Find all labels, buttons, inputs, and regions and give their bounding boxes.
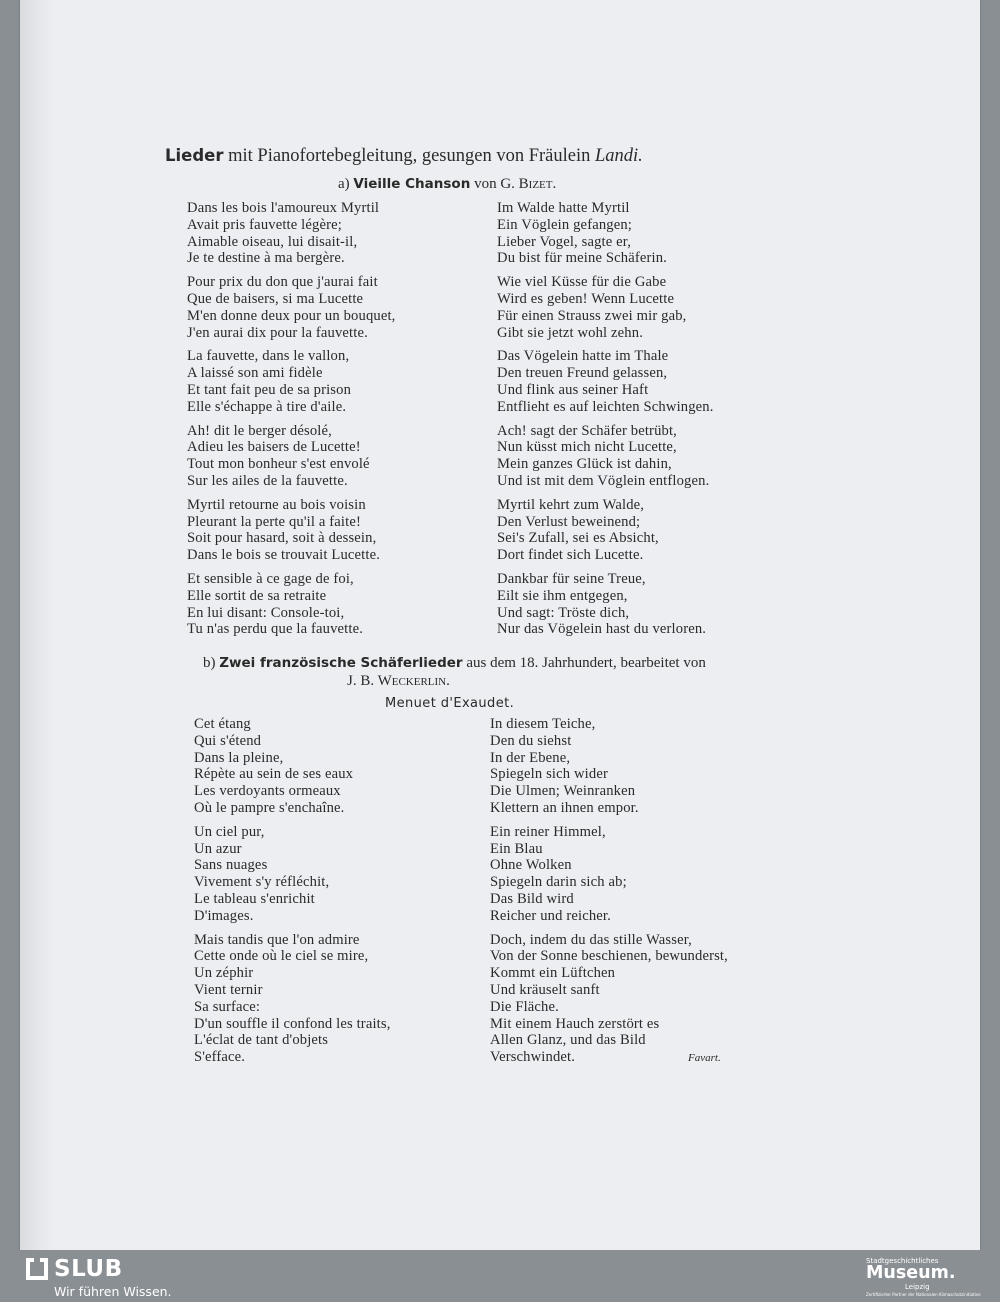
menuet-fr-stanza <box>194 824 391 925</box>
menuet-title: Menuet d'Exaudet. <box>385 696 515 711</box>
menuet-fr-line: Cette onde où le ciel se mire, <box>194 948 369 965</box>
menuet-fr-line: Qui s'étend <box>194 732 262 749</box>
chanson-de-line: Nur das Vögelein hast du verloren. <box>497 621 707 638</box>
section-b-heading <box>203 654 803 690</box>
museum-city: Leipzig <box>905 1283 930 1291</box>
menuet-de-line: Das Bild wird <box>490 890 574 907</box>
chanson-fr-line: Dans le bois se trouvait Lucette. <box>187 547 380 564</box>
menuet-de-stanza <box>490 716 728 817</box>
chanson-fr-stanza <box>187 497 395 564</box>
chanson-fr-line: Pleurant la perte qu'il a faite! <box>187 513 361 530</box>
chanson-de-line: Eilt sie ihm entgegen, <box>497 587 628 604</box>
chanson-fr-line: A laissé son ami fidèle <box>187 365 323 382</box>
chanson-de-stanza <box>497 423 714 490</box>
chanson-de-line: Myrtil kehrt zum Walde, <box>497 496 645 513</box>
title-bold: Lieder <box>165 146 224 165</box>
chanson-fr-line: Ah! dit le berger désolé, <box>187 422 332 439</box>
chanson-de-line: Gibt sie jetzt wohl zehn. <box>497 324 644 341</box>
chanson-fr-line: Sur les ailes de la fauvette. <box>187 472 348 489</box>
chanson-fr-line: Aimable oiseau, lui disait-il, <box>187 233 358 250</box>
menuet-de-stanza <box>490 824 728 925</box>
menuet-fr-line: Un ciel pur, <box>194 823 265 840</box>
menuet-de-line: Spiegeln sich wider <box>490 766 608 783</box>
menuet-fr-stanza <box>194 716 391 817</box>
section-b-title: Zwei französische Schäferlieder <box>219 655 463 671</box>
chanson-fr-line: Elle sortit de sa retraite <box>187 587 327 604</box>
menuet-fr-line: Vient ternir <box>194 981 263 998</box>
chanson-fr-line: Et tant fait peu de sa prison <box>187 381 352 398</box>
section-b-rest: aus dem 18. Jahrhundert, bearbeitet von <box>462 655 706 671</box>
menuet-de-line: Ohne Wolken <box>490 857 572 874</box>
museum-name: Museum. <box>866 1263 956 1283</box>
chanson-fr-line: Tu n'as perdu que la fauvette. <box>187 621 363 638</box>
section-a-composer-prefix: von G. <box>474 176 515 192</box>
menuet-fr-stanza <box>194 932 391 1066</box>
section-a-song-title: Vieille Chanson <box>353 176 471 192</box>
menuet-de-line: Ein Blau <box>490 840 543 857</box>
menuet-fr-line: D'un souffle il confond les traits, <box>194 1015 391 1032</box>
menuet-fr-line: Cet étang <box>194 716 251 732</box>
menuet-de-line: Reicher und reicher. <box>490 907 611 924</box>
menuet-de-line: Den du siehst <box>490 732 572 749</box>
chanson-de-line: Ein Vöglein gefangen; <box>497 216 632 233</box>
menuet-french-column <box>194 716 391 1073</box>
chanson-fr-line: M'en donne deux pour un bouquet, <box>187 307 396 324</box>
chanson-de-stanza <box>497 200 714 267</box>
chanson-de-line: Ach! sagt der Schäfer betrübt, <box>497 422 677 439</box>
chanson-fr-stanza <box>187 571 395 638</box>
chanson-de-stanza <box>497 571 714 638</box>
chanson-de-line: Und sagt: Tröste dich, <box>497 604 630 621</box>
menuet-de-line: Die Ulmen; Weinranken <box>490 783 636 800</box>
slub-tagline: Wir führen Wissen. <box>54 1284 172 1299</box>
menuet-fr-line: S'efface. <box>194 1049 246 1066</box>
menuet-fr-line: Où le pampre s'enchaîne. <box>194 799 345 816</box>
chanson-fr-stanza <box>187 423 395 490</box>
chanson-fr-line: Adieu les baisers de Lucette! <box>187 439 361 456</box>
menuet-fr-line: Vivement s'y réfléchit, <box>194 874 330 891</box>
slub-logo-icon <box>26 1258 48 1280</box>
menuet-de-stanza <box>490 932 728 1066</box>
menuet-fr-line: Les verdoyants ormeaux <box>194 783 341 800</box>
chanson-fr-line: Et sensible à ce gage de foi, <box>187 570 354 587</box>
chanson-fr-line: Tout mon bonheur s'est envolé <box>187 456 370 473</box>
chanson-de-line: Nun küsst mich nicht Lucette, <box>497 439 677 456</box>
menuet-de-line: Die Fläche. <box>490 998 559 1015</box>
menuet-fr-line: Répète au sein de ses eaux <box>194 766 354 783</box>
chanson-de-line: Sei's Zufall, sei es Absicht, <box>497 530 659 547</box>
menuet-de-line: Spiegeln darin sich ab; <box>490 874 627 891</box>
page-title <box>165 146 765 167</box>
museum-certification: Zertifizierter Partner der Nationalen Klimaschutzinitiative <box>866 1292 981 1297</box>
chanson-fr-line: Que de baisers, si ma Lucette <box>187 290 364 307</box>
menuet-de-line: In diesem Teiche, <box>490 716 596 732</box>
museum-prefix: Stadtgeschichtliches <box>866 1257 939 1265</box>
menuet-de-line: Ein reiner Himmel, <box>490 823 606 840</box>
menuet-fr-line: L'éclat de tant d'objets <box>194 1032 329 1049</box>
chanson-fr-line: Pour prix du don que j'aurai fait <box>187 274 378 291</box>
slub-name: SLUB <box>54 1256 123 1282</box>
title-singer: Landi. <box>594 146 643 166</box>
chanson-de-line: Den treuen Freund gelassen, <box>497 365 668 382</box>
section-a-heading <box>338 176 698 193</box>
menuet-fr-line: D'images. <box>194 907 254 924</box>
page-content <box>20 0 980 1250</box>
chanson-fr-stanza <box>187 274 395 341</box>
chanson-de-line: Dankbar für seine Treue, <box>497 570 646 587</box>
chanson-fr-line: Dans les bois l'amoureux Myrtil <box>187 200 380 216</box>
menuet-de-line: Klettern an ihnen empor. <box>490 799 639 816</box>
menuet-de-line: Kommt ein Lüftchen <box>490 965 616 982</box>
menuet-fr-line: Le tableau s'enrichit <box>194 890 315 907</box>
menuet-de-line: Verschwindet. <box>490 1049 576 1066</box>
menuet-de-line: In der Ebene, <box>490 749 571 766</box>
chanson-fr-line: En lui disant: Console-toi, <box>187 604 345 621</box>
chanson-de-line: Lieber Vogel, sagte er, <box>497 233 632 250</box>
menuet-de-line: Mit einem Hauch zerstört es <box>490 1015 660 1032</box>
title-rest: mit Pianofortebegleitung, gesungen von Fräulein <box>223 146 595 166</box>
chanson-de-line: Wird es geben! Wenn Lucette <box>497 290 675 307</box>
document-page <box>20 0 980 1250</box>
chanson-de-stanza <box>497 348 714 415</box>
section-a-label: a) <box>338 176 350 192</box>
chanson-de-stanza <box>497 274 714 341</box>
chanson-de-stanza <box>497 497 714 564</box>
chanson-fr-line: Elle s'échappe à tire d'aile. <box>187 398 347 415</box>
menuet-de-line: Und kräuselt sanft <box>490 981 600 998</box>
menuet-author: Favart. <box>688 1052 721 1064</box>
chanson-de-line: Im Walde hatte Myrtil <box>497 200 630 216</box>
chanson-de-line: Und flink aus seiner Haft <box>497 381 649 398</box>
section-b-label: b) <box>203 655 216 671</box>
menuet-fr-line: Sans nuages <box>194 857 268 874</box>
chanson-fr-line: Je te destine à ma bergère. <box>187 250 345 267</box>
chanson-french-column <box>187 200 395 645</box>
menuet-de-line: Von der Sonne beschienen, bewunderst, <box>490 948 728 965</box>
chanson-de-line: Du bist für meine Schäferin. <box>497 250 667 267</box>
chanson-de-line: Für einen Strauss zwei mir gab, <box>497 307 687 324</box>
chanson-de-line: Mein ganzes Glück ist dahin, <box>497 456 672 473</box>
menuet-fr-line: Dans la pleine, <box>194 749 284 766</box>
menuet-de-line: Allen Glanz, und das Bild <box>490 1032 646 1049</box>
chanson-fr-line: Avait pris fauvette légère; <box>187 216 342 233</box>
chanson-fr-line: Soit pour hasard, soit à dessein, <box>187 530 377 547</box>
menuet-german-column <box>490 716 728 1073</box>
chanson-de-line: Den Verlust beweinend; <box>497 513 641 530</box>
chanson-de-line: Das Vögelein hatte im Thale <box>497 348 669 365</box>
chanson-de-line: Dort findet sich Lucette. <box>497 547 644 564</box>
chanson-fr-stanza <box>187 200 395 267</box>
chanson-de-line: Wie viel Küsse für die Gabe <box>497 274 667 291</box>
chanson-fr-line: Myrtil retourne au bois voisin <box>187 496 366 513</box>
menuet-fr-line: Un zéphir <box>194 965 254 982</box>
section-b-arranger: J. B. Weckerlin. <box>347 673 450 689</box>
menuet-fr-line: Un azur <box>194 840 242 857</box>
menuet-de-line: Doch, indem du das stille Wasser, <box>490 931 692 948</box>
chanson-fr-line: J'en aurai dix pour la fauvette. <box>187 324 368 341</box>
chanson-de-line: Entflieht es auf leichten Schwingen. <box>497 398 714 415</box>
chanson-german-column <box>497 200 714 645</box>
menuet-fr-line: Sa surface: <box>194 998 261 1015</box>
chanson-fr-stanza <box>187 348 395 415</box>
section-a-composer: Bizet. <box>518 176 557 192</box>
chanson-de-line: Und ist mit dem Vöglein entflogen. <box>497 472 710 489</box>
menuet-fr-line: Mais tandis que l'on admire <box>194 931 360 948</box>
chanson-fr-line: La fauvette, dans le vallon, <box>187 348 350 365</box>
